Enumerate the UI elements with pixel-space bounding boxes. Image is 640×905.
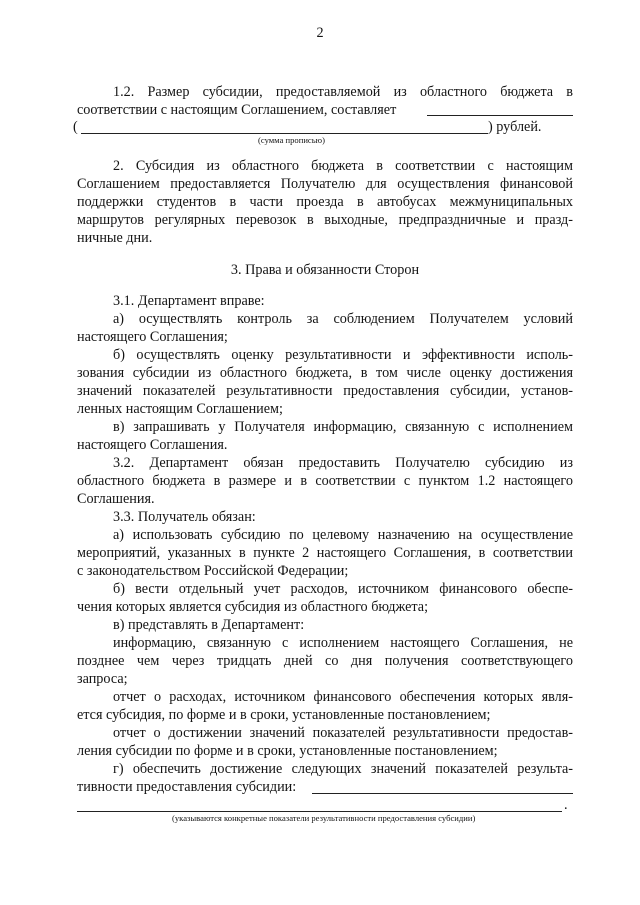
body-line: Соглашения. xyxy=(77,491,155,507)
body-line: позднее чем через тридцать дней со дня получения соответствующего xyxy=(77,653,573,669)
body-line: ления субсидии по форме и в сроки, установленные постановлением; xyxy=(77,743,498,759)
body-line: 3.3. Получатель обязан: xyxy=(113,509,256,525)
body-line: г) обеспечить достижение следующих значений показателей результа- xyxy=(113,761,573,777)
body-line: 3.1. Департамент вправе: xyxy=(113,293,265,309)
paragraph-2-line-5: ничные дни. xyxy=(77,230,153,246)
paragraph-1-2-rubles: ) рублей. xyxy=(488,119,542,135)
body-line: информацию, связанную с исполнением настоящего Соглашения, не xyxy=(113,635,573,651)
body-line: б) вести отдельный учет расходов, источником финансового обеспе- xyxy=(113,581,573,597)
body-line: с законодательством Российской Федерации; xyxy=(77,563,349,579)
body-line: а) осуществлять контроль за соблюдением Получателем условий xyxy=(113,311,573,327)
indicators-blank xyxy=(312,793,573,794)
paragraph-1-2-open-paren: ( xyxy=(73,119,78,135)
body-line: в) запрашивать у Получателя информацию, связанную с исполнением xyxy=(113,419,573,435)
body-line: областного бюджета в размере и в соответствии с пунктом 1.2 настоящего xyxy=(77,473,573,489)
page-number: 2 xyxy=(316,25,324,41)
body-line: в) представлять в Департамент: xyxy=(113,617,305,633)
body-line: чения которых является субсидия из областного бюджета; xyxy=(77,599,429,615)
body-line: запроса; xyxy=(77,671,128,687)
body-line: значений показателей результативности предоставления субсидии, установ- xyxy=(77,383,573,399)
paragraph-2-line-1: 2. Субсидия из областного бюджета в соответствии с настоящим xyxy=(113,158,573,174)
body-line: отчет о достижении значений показателей результативности предостав- xyxy=(113,725,573,741)
paragraph-2-line-3: поддержки студентов в части проезда в автобусах межмуниципальных xyxy=(77,194,573,210)
body-line: тивности предоставления субсидии: xyxy=(77,779,297,795)
paragraph-2-line-2: Соглашением предоставляется Получателю для осуществления финансовой xyxy=(77,176,573,192)
body-line: а) использовать субсидию по целевому назначению на осуществление xyxy=(113,527,573,543)
body-line: б) осуществлять оценку результативности и эффективности исполь- xyxy=(113,347,573,363)
body-line: зования субсидии из областного бюджета, в том числе оценку достижения xyxy=(77,365,573,381)
body-line: настоящего Соглашения. xyxy=(77,437,228,453)
indicators-note: (указываются конкретные показатели результативности предоставления субсидии) xyxy=(172,813,476,823)
body-line: мероприятий, указанных в пункте 2 настоящего Соглашения, в соответствии xyxy=(77,545,573,561)
section-title: 3. Права и обязанности Сторон xyxy=(230,262,420,278)
indicators-blank-full-line xyxy=(77,811,562,812)
subsidy-amount-words-blank xyxy=(81,133,488,134)
amount-in-words-note: (сумма прописью) xyxy=(258,135,325,145)
body-line: ется субсидия, по форме и в сроки, установленные постановлением; xyxy=(77,707,491,723)
indicators-end-dot: . xyxy=(564,797,568,813)
body-line: настоящего Соглашения; xyxy=(77,329,228,345)
body-line: 3.2. Департамент обязан предоставить Получателю субсидию из xyxy=(113,455,573,471)
paragraph-2-line-4: маршрутов регулярных перевозок в выходные, предпраздничные и празд- xyxy=(77,212,573,228)
paragraph-1-2-line-1: 1.2. Размер субсидии, предоставляемой из областного бюджета в xyxy=(113,84,573,100)
subsidy-amount-blank xyxy=(427,115,573,116)
body-line: отчет о расходах, источником финансового обеспечения которых явля- xyxy=(113,689,573,705)
body-line: ленных настоящим Соглашением; xyxy=(77,401,283,417)
paragraph-1-2-line-2: соответствии с настоящим Соглашением, составляет xyxy=(77,102,397,118)
